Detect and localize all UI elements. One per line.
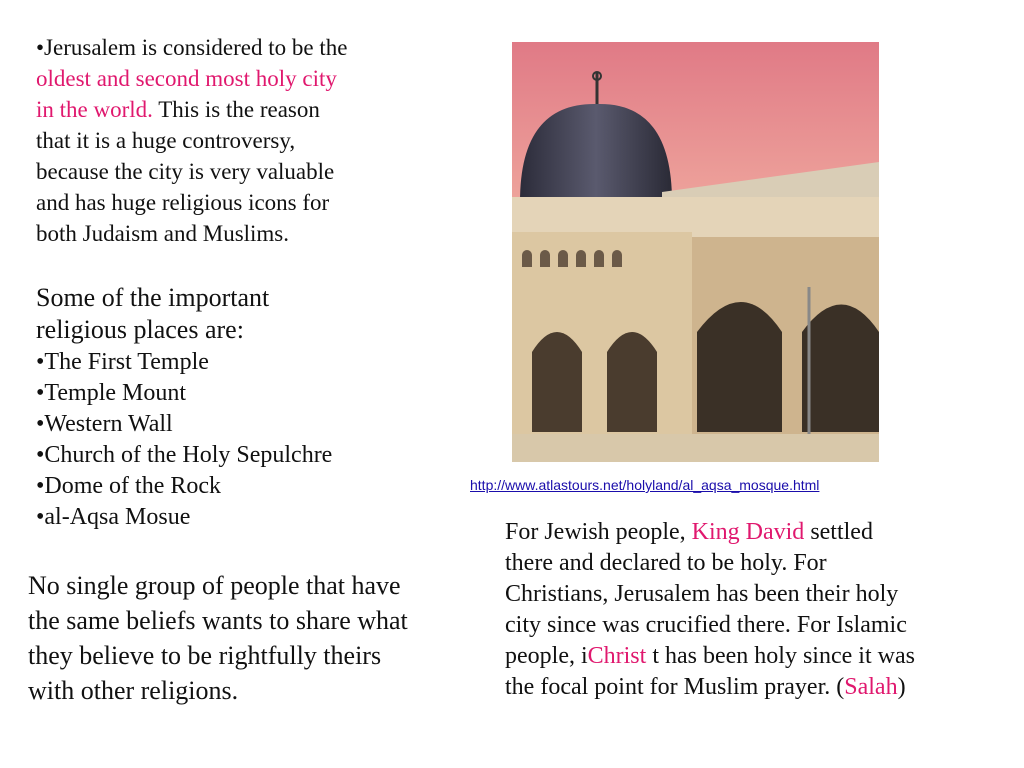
text: settled [804, 519, 873, 545]
text-line: city since was crucified there. For Islamic [505, 612, 907, 638]
places-list [36, 347, 332, 533]
text-line: •Jerusalem is considered to be the [36, 35, 348, 60]
intro-paragraph [36, 32, 347, 249]
conflict-paragraph [28, 568, 408, 708]
text-line [505, 517, 915, 548]
text-line: religious places are: [36, 315, 244, 344]
text-line: they believe to be rightfully theirs [28, 641, 382, 670]
text: the focal point for Muslim prayer. ( [505, 674, 845, 700]
text-line: No single group of people that have [28, 571, 401, 600]
text-line: and has huge religious icons for [36, 190, 330, 215]
places-heading [36, 282, 269, 346]
highlight-text: oldest and second most holy city [36, 66, 337, 91]
text: This is the reason [152, 97, 320, 122]
list-item: •Western Wall [36, 411, 173, 437]
text-line [36, 94, 347, 125]
text-line: the same beliefs wants to share what [28, 606, 408, 635]
text: t has been holy since it was [646, 643, 915, 669]
al-aqsa-mosque-photo [512, 42, 879, 462]
highlight-text: King David [691, 519, 805, 545]
highlight-text: Salah [844, 674, 898, 700]
text: ) [897, 674, 906, 700]
list-item: •al-Aqsa Mosue [36, 504, 191, 530]
text-line: there and declared to be holy. For [505, 550, 827, 576]
text-line: that it is a huge controversy, [36, 128, 296, 153]
highlight-text: Christ [587, 643, 647, 669]
list-item: •The First Temple [36, 349, 209, 375]
text-line: Some of the important [36, 283, 270, 312]
text-line: with other religions. [28, 676, 239, 705]
text-line: Christians, Jerusalem has been their holy [505, 581, 899, 607]
text: For Jewish people, [505, 519, 692, 545]
source-link[interactable]: http://www.atlastours.net/holyland/al_aqsa_mosque.html [470, 477, 820, 493]
text-line [505, 672, 915, 703]
text-line [505, 641, 915, 672]
list-item: •Church of the Holy Sepulchre [36, 442, 333, 468]
list-item: •Dome of the Rock [36, 473, 222, 499]
religions-paragraph [505, 517, 915, 703]
highlight-text: in the world. [36, 97, 153, 122]
text: people, i [505, 643, 588, 669]
list-item: •Temple Mount [36, 380, 187, 406]
text-line: because the city is very valuable [36, 159, 335, 184]
text-line: both Judaism and Muslims. [36, 221, 290, 246]
